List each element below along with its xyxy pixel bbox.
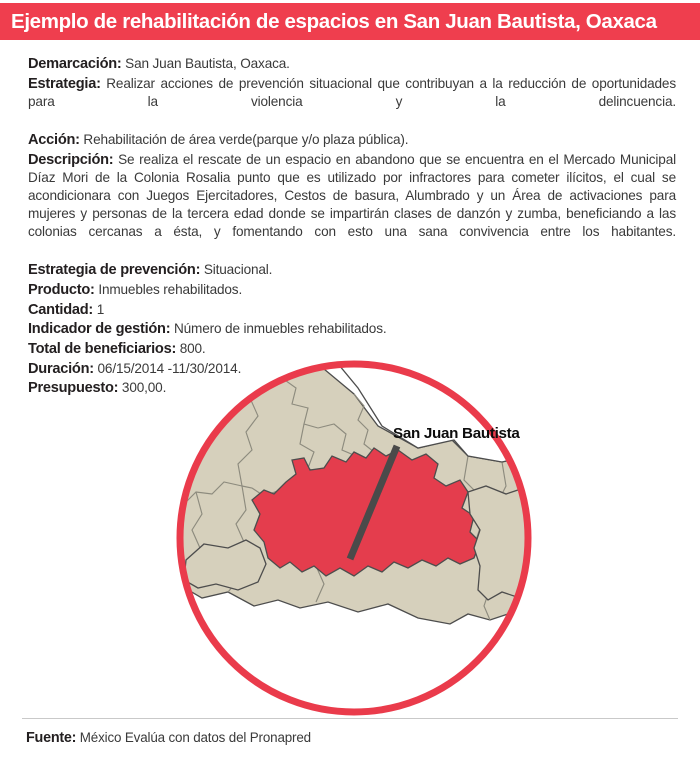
- field-label: Total de beneficiarios:: [28, 341, 177, 358]
- field-accion: [28, 131, 676, 149]
- field-label: Producto:: [28, 281, 95, 298]
- field-value: Número de inmuebles rehabilitados.: [173, 321, 387, 337]
- field-indicador-gestion: [28, 320, 676, 338]
- field-label: Demarcación:: [28, 56, 122, 72]
- field-label: Acción:: [28, 131, 80, 148]
- field-label: Descripción:: [28, 151, 114, 168]
- field-value: Inmuebles rehabilitados.: [98, 281, 243, 297]
- source-label: Fuente:: [26, 730, 77, 746]
- page-title: Ejemplo de rehabilitación de espacios en San Juan Bautista, Oaxaca: [11, 9, 657, 33]
- field-descripcion: [28, 151, 676, 260]
- field-cantidad: [28, 301, 676, 319]
- field-label: Estrategia de prevención:: [28, 262, 201, 279]
- field-demarcacion: [28, 55, 676, 73]
- field-value: Se realiza el rescate de un espacio en abandono que se encuentra en el Mercado Municipal Díaz Mori de la Colonia Rosalia punto que es utilizado por infractores para cometer ilícitos, el cual se acondicionara con Juegos Ejercitadores, Cestos de basura, Alumbrado y un Área de activaciones para mujeres y personas de la tercera edad donde se impartirán clases de danzón y zumba, beneficiando a las colonias cercanas a ésta, y fomentando con esto una sana convivencia entre los habitantes.: [28, 151, 676, 240]
- source-value: México Evalúa con datos del Pronapred: [79, 730, 311, 745]
- field-value: 300,00.: [121, 380, 167, 396]
- field-label: Indicador de gestión:: [28, 321, 171, 338]
- detail-fields: [28, 55, 676, 399]
- field-value: Rehabilitación de área verde(parque y/o plaza pública).: [83, 131, 409, 147]
- field-estrategia-prevencion: [28, 261, 676, 279]
- field-label: Duración:: [28, 360, 94, 377]
- footer-divider: [22, 718, 678, 719]
- header-bar: [0, 3, 700, 40]
- map-callout-label: San Juan Bautista: [393, 425, 520, 442]
- field-label: Estrategia:: [28, 75, 101, 92]
- source-note: [26, 730, 311, 746]
- field-label: Presupuesto:: [28, 380, 119, 397]
- field-value: Realizar acciones de prevención situacional que contribuyan a la reducción de oportunidades para la violencia y la delincuencia.: [28, 75, 676, 109]
- field-value: San Juan Bautista, Oaxaca.: [125, 56, 290, 71]
- field-estrategia: [28, 75, 676, 130]
- field-label: Cantidad:: [28, 301, 94, 318]
- map-regions-group: [168, 352, 540, 724]
- field-producto: [28, 281, 676, 299]
- field-value: 800.: [179, 341, 206, 357]
- field-value: Situacional.: [203, 262, 273, 278]
- field-value: 1: [96, 301, 105, 317]
- field-value: 06/15/2014 -11/30/2014.: [97, 360, 242, 376]
- locator-map: [168, 352, 540, 724]
- map-graphic: [168, 352, 540, 724]
